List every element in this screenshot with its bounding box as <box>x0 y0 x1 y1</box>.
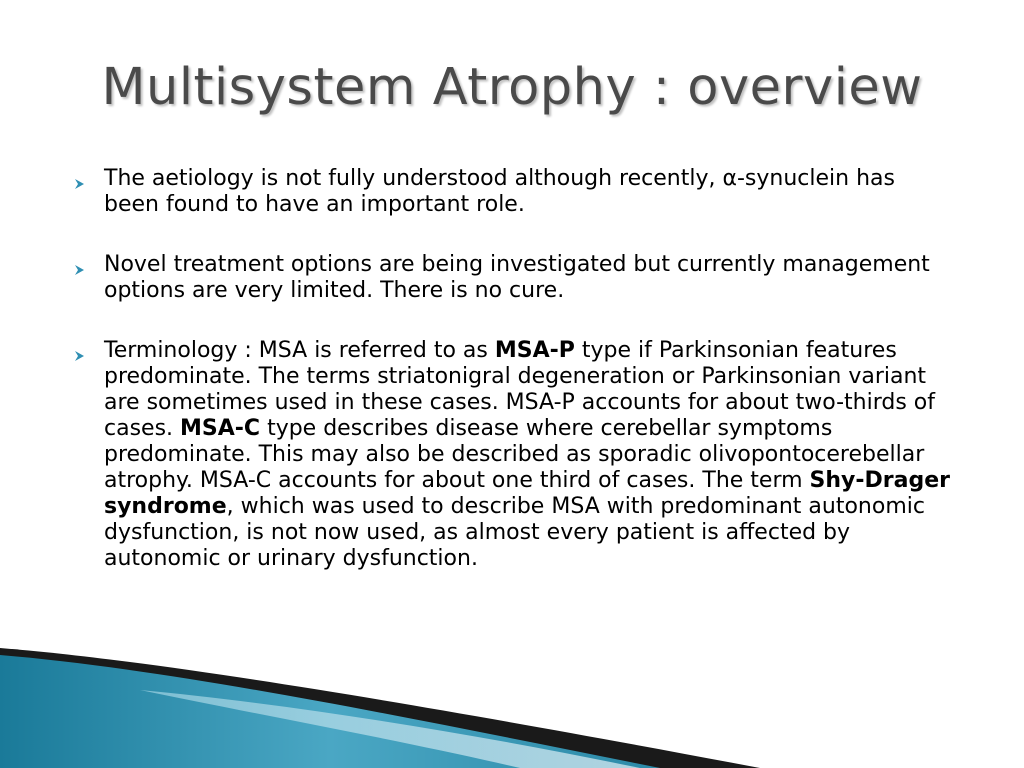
text-run: , which was used to describe MSA with predominant autonomic dysfunction, is not now used, as almost every patient is affected by autonomic or urinary dysfunction. <box>104 494 925 571</box>
term-msa-p: MSA-P <box>494 338 575 363</box>
bullet-text: The aetiology is not fully understood although recently, α-synuclein has been found to have an important role. <box>104 166 895 217</box>
term-shy-drager: Shy-Drager syndrome <box>104 468 951 519</box>
text-run: type describes disease where cerebellar symptoms predominate. This may also be described as sporadic olivopontocerebellar atrophy. MSA-C accounts for about one third of cases. The term <box>104 416 925 493</box>
text-run: type if Parkinsonian features predominate. The terms striatonigral degeneration or Parkinsonian variant are sometimes used in these cases. MSA-P accounts for about two-thirds of cases. <box>104 338 936 441</box>
slide-title: Multisystem Atrophy : overview <box>101 58 923 117</box>
term-msa-c: MSA-C <box>180 416 261 441</box>
bullet-text: Novel treatment options are being investigated but currently management options are very limited. There is no cure. <box>104 252 930 303</box>
text-run: Terminology : MSA is referred to as <box>104 338 495 363</box>
